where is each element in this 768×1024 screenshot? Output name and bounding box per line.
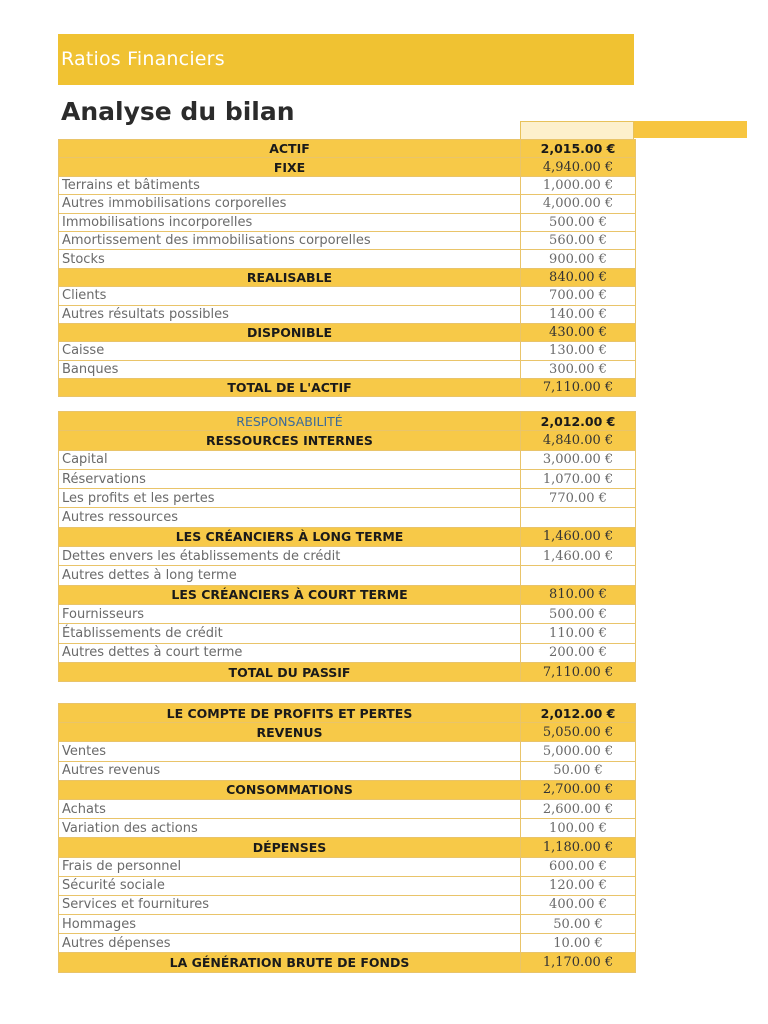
row-value: 400.00 €	[521, 895, 636, 914]
row-label: Variation des actions	[59, 819, 521, 838]
title-banner	[58, 34, 634, 85]
row-value: 840.00 €	[521, 268, 636, 286]
row-value: 3,000.00 €	[521, 450, 636, 469]
table-row	[59, 604, 636, 623]
table-row	[59, 799, 636, 818]
row-value: 5,000.00 €	[521, 742, 636, 761]
section-header-row	[59, 780, 636, 799]
table-row	[59, 819, 636, 838]
row-value: 600.00 €	[521, 857, 636, 876]
row-label: Dettes envers les établissements de crédit	[59, 547, 521, 566]
section-header-row	[59, 412, 636, 431]
section-header-row	[59, 527, 636, 546]
banner-title: Ratios Financiers	[61, 48, 225, 70]
row-label: Banques	[59, 360, 521, 378]
row-label: TOTAL DE L'ACTIF	[59, 379, 521, 397]
row-label: Immobilisations incorporelles	[59, 213, 521, 231]
table-row	[59, 624, 636, 643]
section-header-row	[59, 838, 636, 857]
row-label: Caisse	[59, 342, 521, 360]
table-row	[59, 450, 636, 469]
table-row	[59, 761, 636, 780]
row-value: 100.00 €	[521, 819, 636, 838]
row-value: 50.00 €	[521, 915, 636, 934]
row-value: 300.00 €	[521, 360, 636, 378]
table-row	[59, 195, 636, 213]
table-row	[59, 213, 636, 231]
row-value: 1,460.00 €	[521, 547, 636, 566]
row-label: FIXE	[59, 158, 521, 176]
table-row	[59, 360, 636, 378]
table-row	[59, 305, 636, 323]
table-row	[59, 469, 636, 488]
row-label: DÉPENSES	[59, 838, 521, 857]
table-row	[59, 547, 636, 566]
row-label: ACTIF	[59, 140, 521, 158]
row-value: 430.00 €	[521, 323, 636, 341]
row-label: LA GÉNÉRATION BRUTE DE FONDS	[59, 953, 521, 972]
row-label: LES CRÉANCIERS À LONG TERME	[59, 527, 521, 546]
row-value: 110.00 €	[521, 624, 636, 643]
row-value: 7,110.00 €	[521, 379, 636, 397]
section-header-row	[59, 140, 636, 158]
row-value: 770.00 €	[521, 489, 636, 508]
page-title: Analyse du bilan	[61, 97, 295, 126]
row-label: Autres dettes à long terme	[59, 566, 521, 585]
table-row	[59, 934, 636, 953]
section-header-row	[59, 323, 636, 341]
row-value: 1,070.00 €	[521, 469, 636, 488]
table-row	[59, 857, 636, 876]
value-column-header-tab	[520, 121, 634, 140]
row-value: 10.00 €	[521, 934, 636, 953]
row-value	[521, 508, 636, 527]
table-row	[59, 231, 636, 249]
row-value: 2,015.00 €	[521, 140, 636, 158]
row-label: CONSOMMATIONS	[59, 780, 521, 799]
row-value	[521, 566, 636, 585]
row-label: Réservations	[59, 469, 521, 488]
table-row	[59, 643, 636, 662]
table-row	[59, 566, 636, 585]
section-header-row	[59, 662, 636, 681]
row-label: Autres ressources	[59, 508, 521, 527]
section-header-row	[59, 953, 636, 972]
actif-table	[58, 139, 636, 397]
section-header-row	[59, 268, 636, 286]
table-row	[59, 508, 636, 527]
table-row	[59, 915, 636, 934]
row-label: Services et fournitures	[59, 895, 521, 914]
row-label: Stocks	[59, 250, 521, 268]
table-row	[59, 742, 636, 761]
row-label: RESPONSABILITÉ	[59, 412, 521, 431]
row-value: 900.00 €	[521, 250, 636, 268]
row-value: 560.00 €	[521, 231, 636, 249]
row-value: 50.00 €	[521, 761, 636, 780]
row-value: 810.00 €	[521, 585, 636, 604]
table-row	[59, 876, 636, 895]
row-value: 2,700.00 €	[521, 780, 636, 799]
row-label: REVENUS	[59, 723, 521, 742]
row-value: 4,000.00 €	[521, 195, 636, 213]
row-label: LE COMPTE DE PROFITS ET PERTES	[59, 704, 521, 723]
row-value: 200.00 €	[521, 643, 636, 662]
row-value: 7,110.00 €	[521, 662, 636, 681]
row-label: LES CRÉANCIERS À COURT TERME	[59, 585, 521, 604]
section-header-row	[59, 704, 636, 723]
row-label: RESSOURCES INTERNES	[59, 431, 521, 450]
row-value: 500.00 €	[521, 213, 636, 231]
row-label: DISPONIBLE	[59, 323, 521, 341]
section-header-row	[59, 431, 636, 450]
row-label: Autres résultats possibles	[59, 305, 521, 323]
row-value: 2,012.00 €	[521, 412, 636, 431]
side-accent-bar	[634, 121, 747, 138]
passif-table	[58, 411, 636, 682]
row-label: Autres dépenses	[59, 934, 521, 953]
row-label: TOTAL DU PASSIF	[59, 662, 521, 681]
row-value: 4,840.00 €	[521, 431, 636, 450]
row-value: 1,180.00 €	[521, 838, 636, 857]
row-value: 5,050.00 €	[521, 723, 636, 742]
row-label: Terrains et bâtiments	[59, 176, 521, 194]
row-label: Autres immobilisations corporelles	[59, 195, 521, 213]
row-label: REALISABLE	[59, 268, 521, 286]
row-value: 2,600.00 €	[521, 799, 636, 818]
row-label: Frais de personnel	[59, 857, 521, 876]
row-label: Autres dettes à court terme	[59, 643, 521, 662]
row-label: Amortissement des immobilisations corporelles	[59, 231, 521, 249]
row-label: Capital	[59, 450, 521, 469]
row-value: 1,000.00 €	[521, 176, 636, 194]
row-label: Les profits et les pertes	[59, 489, 521, 508]
row-value: 140.00 €	[521, 305, 636, 323]
row-value: 700.00 €	[521, 287, 636, 305]
table-row	[59, 489, 636, 508]
row-value: 4,940.00 €	[521, 158, 636, 176]
row-label: Établissements de crédit	[59, 624, 521, 643]
row-label: Achats	[59, 799, 521, 818]
table-row	[59, 342, 636, 360]
section-header-row	[59, 585, 636, 604]
row-label: Clients	[59, 287, 521, 305]
row-value: 2,012.00 €	[521, 704, 636, 723]
table-row	[59, 176, 636, 194]
table-row	[59, 250, 636, 268]
row-value: 500.00 €	[521, 604, 636, 623]
row-label: Fournisseurs	[59, 604, 521, 623]
row-label: Hommages	[59, 915, 521, 934]
row-label: Autres revenus	[59, 761, 521, 780]
row-value: 120.00 €	[521, 876, 636, 895]
section-header-row	[59, 158, 636, 176]
table-row	[59, 895, 636, 914]
row-label: Ventes	[59, 742, 521, 761]
row-label: Sécurité sociale	[59, 876, 521, 895]
section-header-row	[59, 723, 636, 742]
table-row	[59, 287, 636, 305]
row-value: 130.00 €	[521, 342, 636, 360]
profits-pertes-table	[58, 703, 636, 973]
row-value: 1,170.00 €	[521, 953, 636, 972]
row-value: 1,460.00 €	[521, 527, 636, 546]
section-header-row	[59, 379, 636, 397]
